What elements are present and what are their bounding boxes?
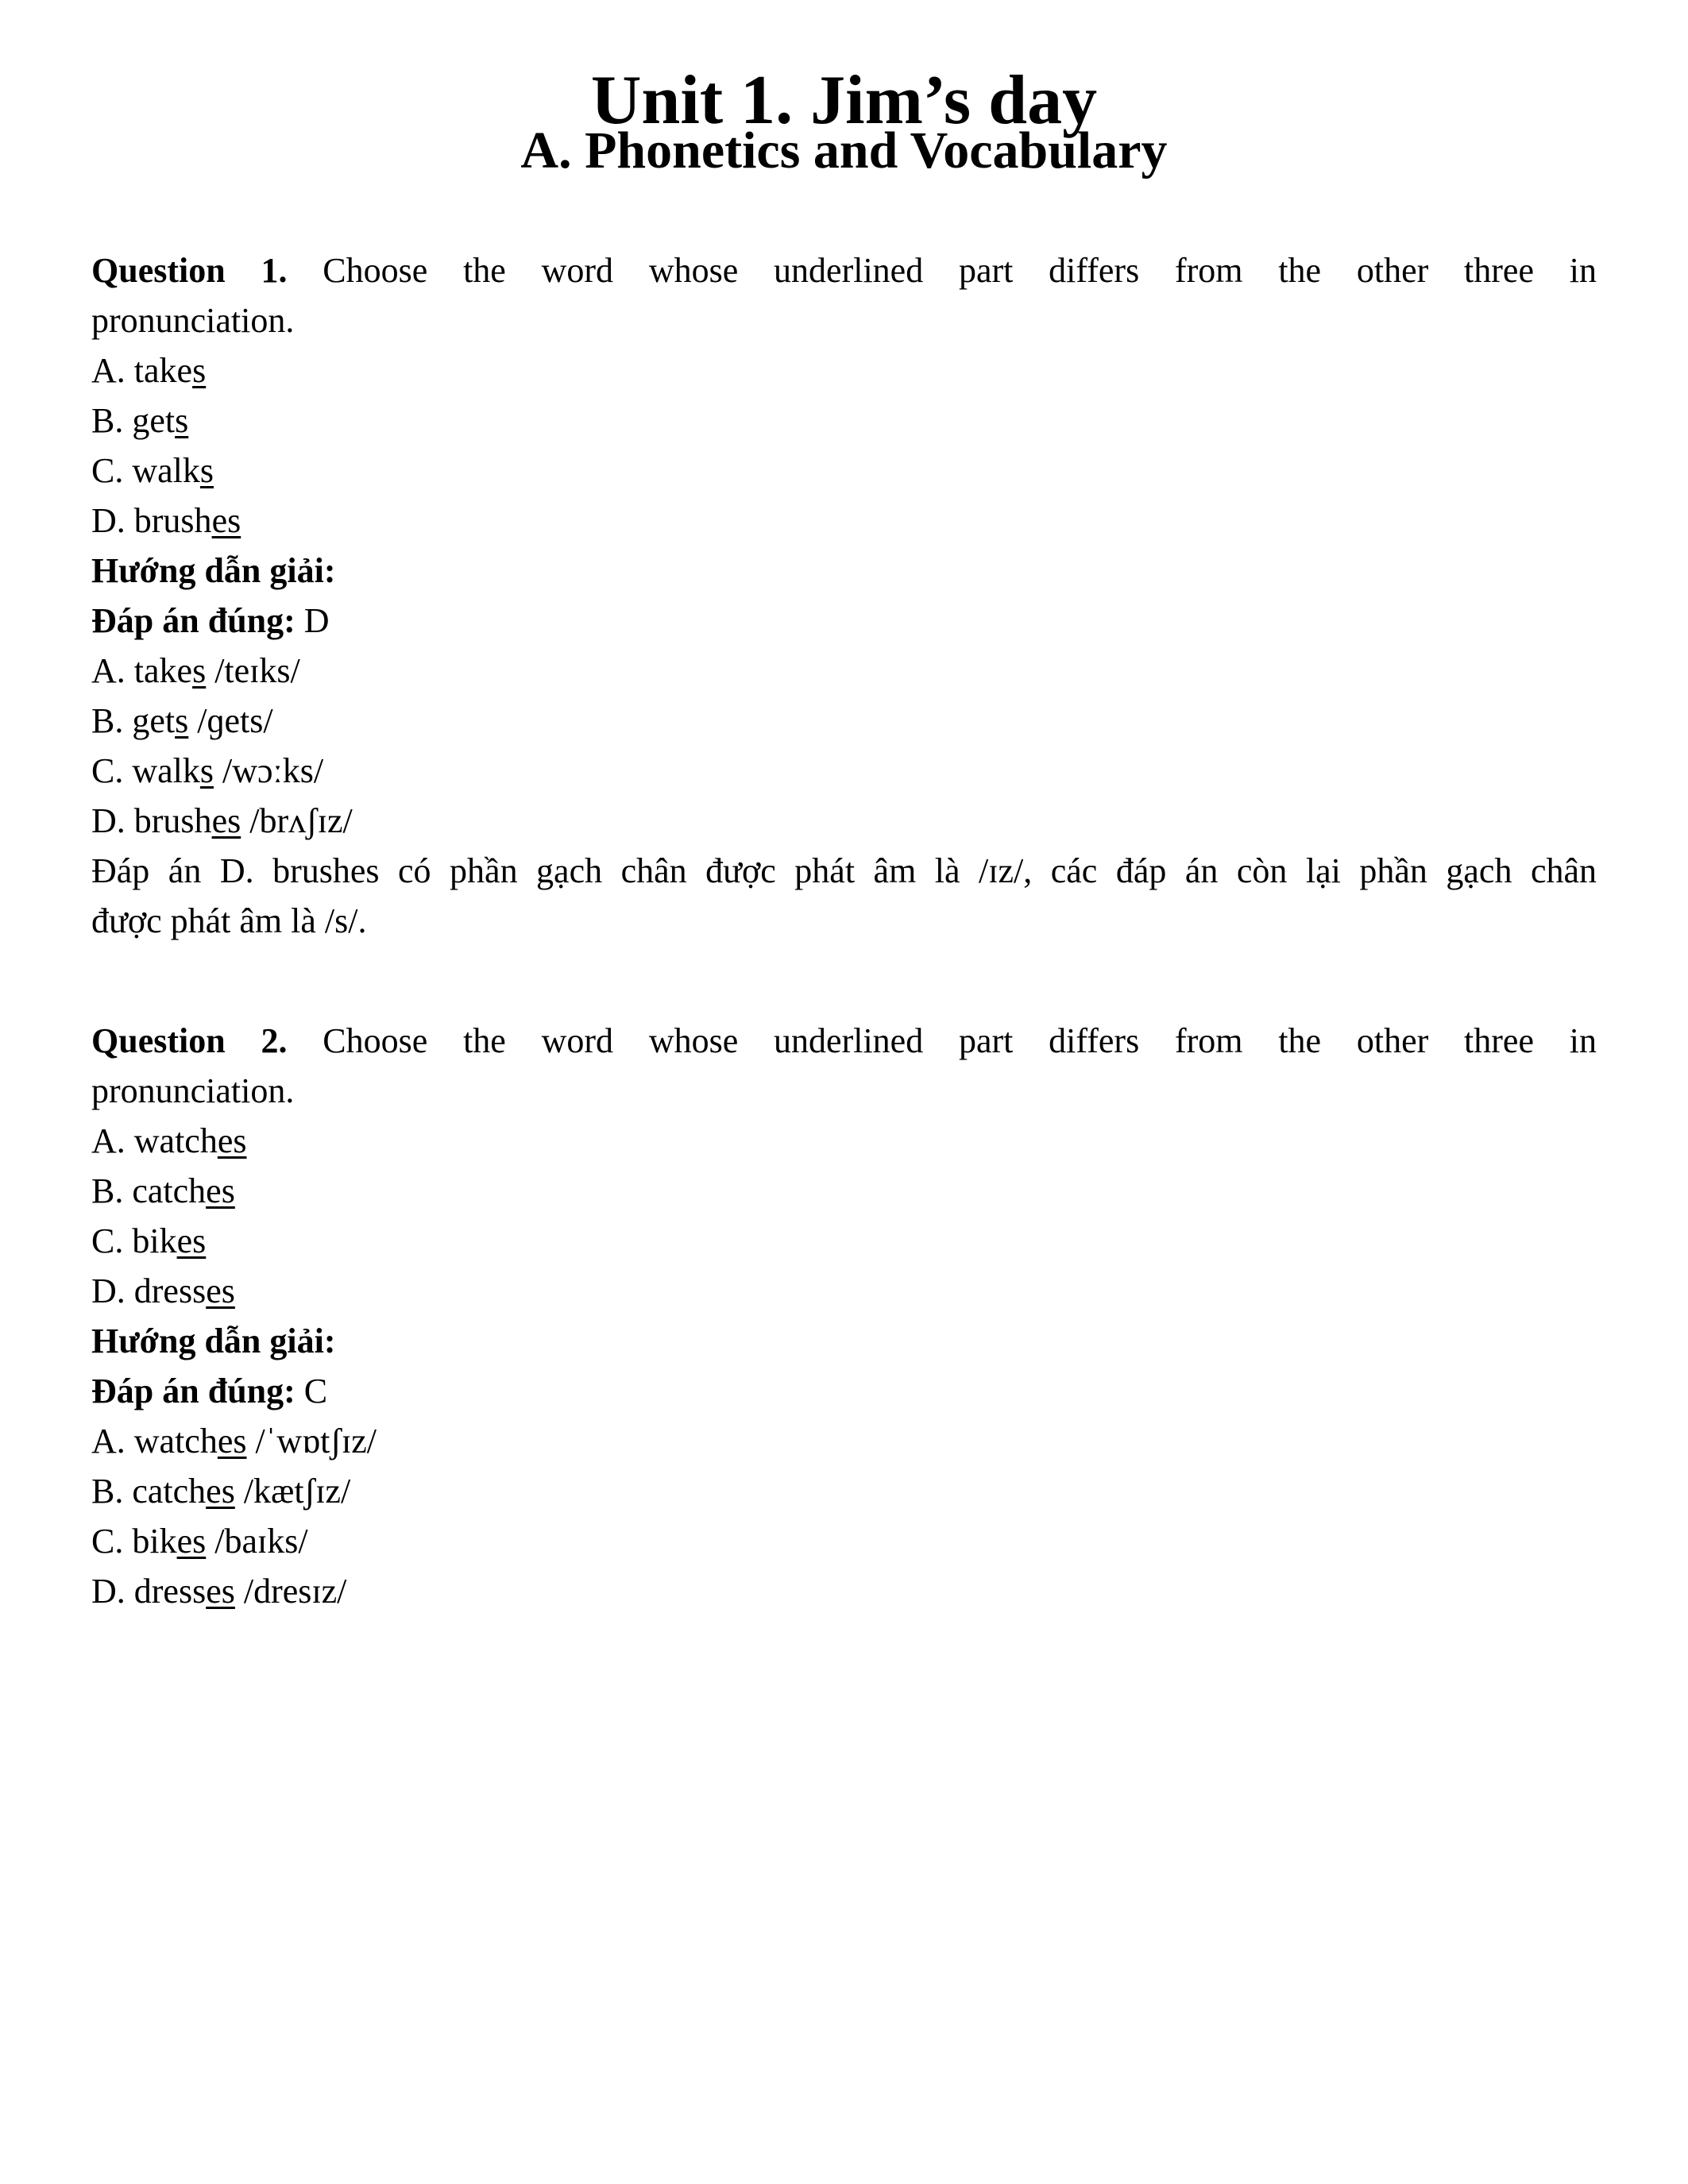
document-title: Unit 1. Jim’s day [590,62,1098,139]
explanation-line-c [91,1516,1597,1566]
section-spacer [91,946,1597,1016]
option-letter: A. [91,651,126,690]
explanation-line-c [91,746,1597,796]
option-word-prefix: catch [132,1171,207,1210]
question-prompt-text: Choose the word whose underlined part differs from the other three in [323,251,1597,290]
option-underlined-part: es [217,1422,247,1461]
option-line-c [91,1216,1597,1266]
ipa-transcription: /kætʃɪz/ [243,1472,351,1511]
explanation-line-b [91,696,1597,746]
question-2-block [91,1016,1597,1616]
option-word-prefix: watch [133,1422,218,1461]
option-word [132,1171,234,1210]
option-underlined-part: es [206,1572,235,1611]
option-letter: D. [91,1271,126,1310]
option-word [132,751,214,790]
option-letter: B. [91,1472,124,1511]
option-word [134,1572,235,1611]
question-prompt-line-1 [91,245,1597,295]
option-word [132,401,188,440]
option-line-d [91,496,1597,546]
ipa-transcription: /baɪks/ [214,1522,308,1561]
option-word [134,1271,235,1310]
option-letter: B. [91,1171,124,1210]
option-line-a [91,1116,1597,1166]
option-word [134,1422,247,1461]
option-underlined-part: s [199,451,214,490]
explanation-line-a [91,646,1597,696]
section-spacer [91,176,1597,245]
option-word-prefix: get [132,701,176,740]
question-prompt-text: Choose the word whose underlined part differs from the other three in [323,1021,1597,1060]
option-letter: A. [91,351,126,390]
option-letter: C. [91,751,124,790]
option-word-prefix: watch [133,1121,218,1160]
answer-label: Đáp án đúng: [91,601,295,640]
option-letter: C. [91,1221,124,1260]
option-underlined-part: es [206,1472,235,1511]
question-label: Question 1. [91,251,288,290]
option-word [132,1472,234,1511]
option-underlined-part: es [206,1171,235,1210]
ipa-transcription: /wɔːks/ [222,751,324,790]
option-word-prefix: brush [133,801,212,840]
question-prompt-line-2: pronunciation. [91,301,295,340]
option-word-prefix: walk [132,751,200,790]
question-prompt-line-1 [91,1016,1597,1066]
option-word [134,501,241,540]
option-underlined-part: es [206,1271,235,1310]
option-word [134,801,241,840]
answer-line [91,1366,1597,1416]
ipa-transcription: /dresɪz/ [243,1572,347,1611]
answer-value: C [303,1372,328,1410]
option-line-b [91,1166,1597,1216]
option-letter: D. [91,501,126,540]
option-word [132,1221,206,1260]
question-1-block [91,245,1597,946]
option-letter: A. [91,1121,126,1160]
option-underlined-part: s [175,401,189,440]
explanation-line-a [91,1416,1597,1466]
document-subtitle: A. Phonetics and Vocabulary [520,122,1168,179]
option-letter: D. [91,801,126,840]
option-underlined-part: es [176,1221,207,1260]
question-label: Question 2. [91,1021,288,1060]
option-word-prefix: brush [133,501,212,540]
option-letter: B. [91,701,124,740]
option-underlined-part: es [176,1522,207,1561]
option-underlined-part: s [199,751,214,790]
answer-value: D [303,601,330,640]
option-word-prefix: walk [132,451,200,490]
option-underlined-part: es [217,1121,247,1160]
option-letter: D. [91,1572,126,1611]
option-letter: C. [91,451,124,490]
ipa-transcription: /ɡets/ [197,701,273,740]
explanation-line-d [91,796,1597,846]
explanation-note-line-2: được phát âm là /s/. [91,901,367,940]
option-word-prefix: dress [133,1271,207,1310]
option-word-prefix: bik [132,1522,177,1561]
option-word [132,701,188,740]
option-letter: A. [91,1422,126,1461]
option-word [134,651,206,690]
option-underlined-part: s [192,651,207,690]
guide-heading: Hướng dẫn giải: [91,551,336,590]
answer-label: Đáp án đúng: [91,1372,295,1410]
option-line-d [91,1266,1597,1316]
option-underlined-part: es [211,801,241,840]
option-underlined-part: es [211,501,241,540]
ipa-transcription: /brʌʃɪz/ [249,801,353,840]
ipa-transcription: /teɪks/ [214,651,300,690]
option-word-prefix: dress [133,1572,207,1611]
option-underlined-part: s [192,351,207,390]
option-word-prefix: catch [132,1472,207,1511]
option-word [134,1121,247,1160]
explanation-note-line-1: Đáp án D. brushes có phần gạch chân được phát âm là /ɪz/, các đáp án còn lại phần gạch chân [91,851,1597,890]
option-underlined-part: s [175,701,189,740]
option-word [134,351,206,390]
explanation-line-b [91,1466,1597,1516]
guide-heading: Hướng dẫn giải: [91,1322,336,1360]
option-line-b [91,396,1597,446]
option-word [132,1522,206,1561]
option-line-a [91,345,1597,396]
option-letter: B. [91,401,124,440]
question-prompt-line-2: pronunciation. [91,1071,295,1110]
option-word-prefix: get [132,401,176,440]
option-word-prefix: take [133,351,193,390]
option-word-prefix: take [133,651,193,690]
option-word-prefix: bik [132,1221,177,1260]
option-word [132,451,214,490]
answer-line [91,596,1597,646]
ipa-transcription: /ˈwɒtʃɪz/ [255,1422,377,1461]
explanation-line-d [91,1566,1597,1616]
option-line-c [91,446,1597,496]
option-letter: C. [91,1522,124,1561]
